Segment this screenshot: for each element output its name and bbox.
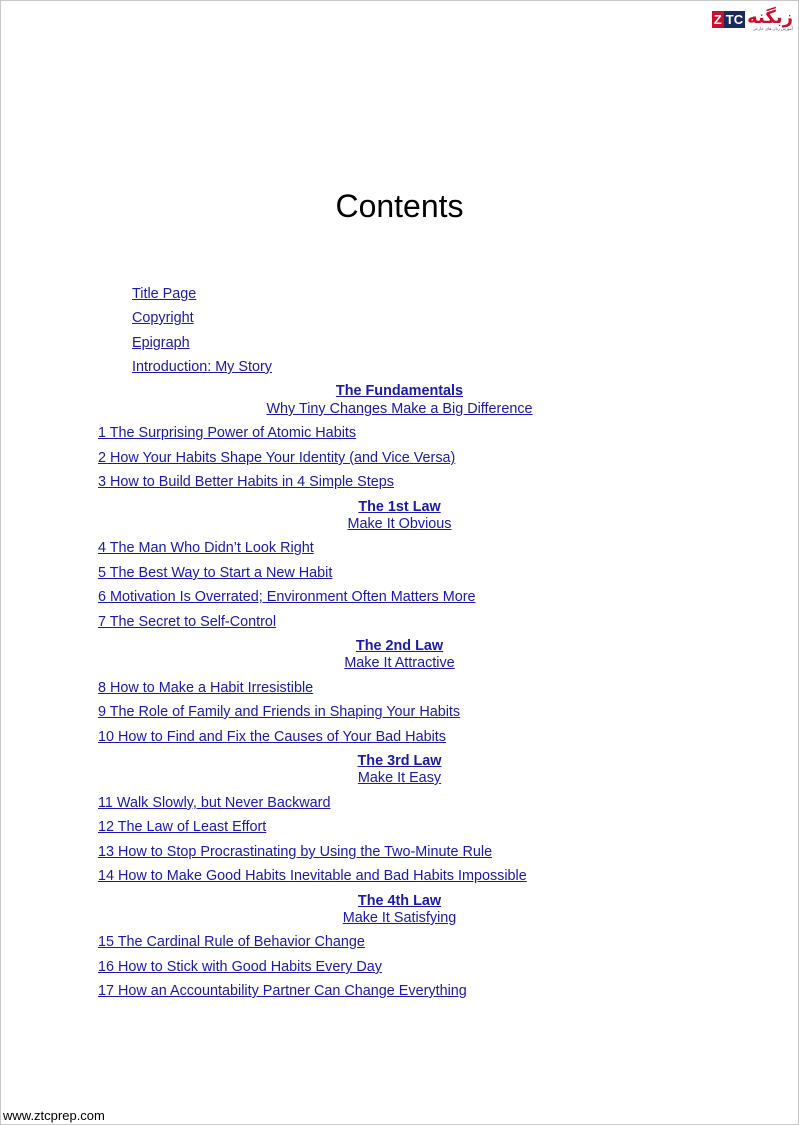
footer-url: www.ztcprep.com [3,1108,105,1123]
section-title-2nd-law[interactable]: The 2nd Law [355,638,444,654]
toc-link-chapter-6[interactable]: 6 Motivation Is Overrated; Environment Often Matters More [98,589,476,605]
toc-link-chapter-15[interactable]: 15 The Cardinal Rule of Behavior Change [98,934,365,950]
toc-link-copyright[interactable]: Copyright [132,310,194,326]
section-subtitle-3rd-law[interactable]: Make It Easy [357,770,442,786]
logo-z: Z [713,12,722,27]
toc-link-introduction[interactable]: Introduction: My Story [132,359,272,375]
logo-persian [747,8,793,31]
section-subtitle-1st-law[interactable]: Make It Obvious [347,516,452,532]
toc-link-chapter-16[interactable]: 16 How to Stick with Good Habits Every Day [98,959,382,975]
toc-link-title-page[interactable]: Title Page [132,286,197,302]
logo-tagline: آموزش زبان های خارجی [752,26,793,31]
section-subtitle-4th-law[interactable]: Make It Satisfying [342,910,457,926]
toc-link-chapter-5[interactable]: 5 The Best Way to Start a New Habit [98,565,333,581]
toc-link-chapter-1[interactable]: 1 The Surprising Power of Atomic Habits [98,425,357,441]
section-subtitle-fundamentals[interactable]: Why Tiny Changes Make a Big Difference [266,401,533,417]
toc-link-chapter-7[interactable]: 7 The Secret to Self-Control [98,614,277,630]
ztc-logo-mark [712,11,745,28]
toc-link-chapter-12[interactable]: 12 The Law of Least Effort [98,819,267,835]
section-subtitle-2nd-law[interactable]: Make It Attractive [344,655,455,671]
toc-link-chapter-2[interactable]: 2 How Your Habits Shape Your Identity (and Vice Versa) [98,450,456,466]
section-title-1st-law[interactable]: The 1st Law [358,499,441,515]
toc-link-chapter-10[interactable]: 10 How to Find and Fix the Causes of Your Bad Habits [98,729,446,745]
logo-tc: TC [725,12,744,27]
toc-link-chapter-3[interactable]: 3 How to Build Better Habits in 4 Simple Steps [98,474,394,490]
toc-link-chapter-13[interactable]: 13 How to Stop Procrastinating by Using the Two-Minute Rule [98,844,493,860]
logo-persian-word: زبگنه [747,7,793,27]
section-title-3rd-law[interactable]: The 3rd Law [357,753,442,769]
toc-link-chapter-11[interactable]: 11 Walk Slowly, but Never Backward [98,795,331,811]
toc-link-chapter-17[interactable]: 17 How an Accountability Partner Can Change Everything [98,983,467,999]
toc-link-chapter-9[interactable]: 9 The Role of Family and Friends in Shaping Your Habits [98,704,461,720]
section-title-4th-law[interactable]: The 4th Law [357,893,442,909]
toc-link-chapter-4[interactable]: 4 The Man Who Didn’t Look Right [98,540,314,556]
toc-link-epigraph[interactable]: Epigraph [132,335,190,351]
section-title-fundamentals[interactable]: The Fundamentals [335,383,464,399]
page-title: Contents [335,188,464,224]
toc-link-chapter-8[interactable]: 8 How to Make a Habit Irresistible [98,680,314,696]
ztc-logo [712,8,793,31]
toc-link-chapter-14[interactable]: 14 How to Make Good Habits Inevitable and Bad Habits Impossible [98,868,527,884]
